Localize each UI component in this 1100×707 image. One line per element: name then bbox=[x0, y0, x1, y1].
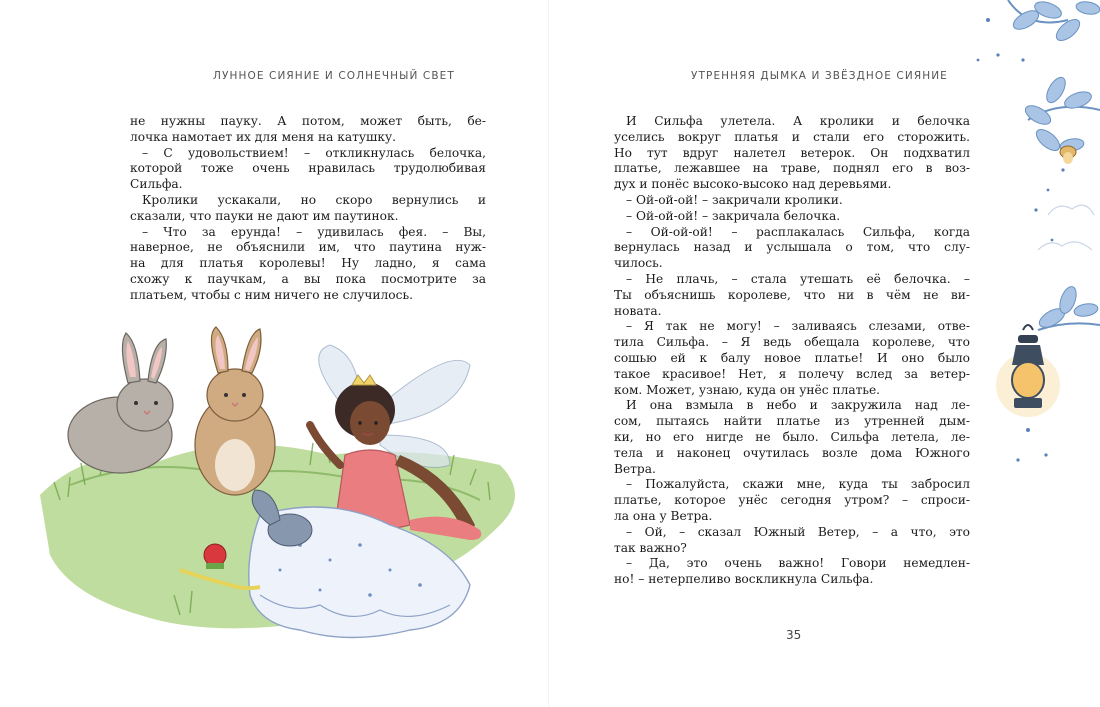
text-line: уселись вокруг платья и стали его сторожить. bbox=[614, 129, 970, 144]
tan-rabbit bbox=[195, 327, 275, 495]
leaves-lantern-decoration bbox=[968, 0, 1100, 480]
text-line: – Ой-ой-ой! – закричали кролики. bbox=[626, 192, 843, 207]
text-line: такое красивое! Нет, я полечу вслед за ветер- bbox=[614, 366, 970, 381]
text-line: – Ой, – сказал Южный Ветер, – а что, это bbox=[626, 524, 970, 539]
cloud-doodles bbox=[1038, 205, 1094, 250]
text-line: вернулась назад и услышала о том, что слу- bbox=[614, 240, 970, 255]
text-line: И она взмыла в небо и закружила над ле- bbox=[626, 398, 970, 413]
text-line: – Да, это очень важно! Говори немедлен- bbox=[626, 556, 970, 571]
text-line: наверное, не объяснили им, что паутина нуж- bbox=[130, 240, 486, 255]
text-line: тела и наконец очутилась возле дома Южного bbox=[614, 445, 970, 460]
text-line: но! – нетерпеливо воскликнула Сильфа. bbox=[614, 572, 874, 587]
text-line: сказали, что пауки не дают им паутинок. bbox=[130, 208, 399, 223]
text-line: ком. Может, узнаю, куда он унёс платье. bbox=[614, 382, 881, 397]
text-line: Ты объяснишь королеве, что ни в чём не ви- bbox=[614, 287, 970, 302]
text-line: – Ой-ой-ой! – закричала белочка. bbox=[626, 208, 841, 223]
text-line: – Я так не могу! – заливаясь слезами, отве- bbox=[626, 319, 970, 334]
text-line: Ветра. bbox=[614, 461, 656, 476]
text-line: не нужны пауку. А потом, может быть, бе- bbox=[130, 114, 486, 128]
text-line: Сильфа. bbox=[130, 177, 183, 192]
text-line: платье, которое унёс сегодня утром? – спроси- bbox=[614, 493, 970, 508]
text-line: сом, пытаясь найти платье из утренней дым- bbox=[614, 414, 970, 429]
text-line: которой тоже очень нравилась трудолюбивая bbox=[130, 161, 486, 176]
text-line: платье, лежавшее на траве, поднял его в воз- bbox=[614, 161, 970, 176]
text-line: на для платья королевы! Ну ладно, я сама bbox=[130, 256, 486, 271]
text-line: Но тут вдруг налетел ветерок. Он подхватил bbox=[614, 145, 970, 160]
text-line: – Ой-ой-ой! – расплакалась Сильфа, когда bbox=[626, 224, 970, 239]
text-line: так важно? bbox=[614, 540, 687, 555]
right-body-text bbox=[614, 114, 970, 588]
text-line: тила Сильфа. – Я ведь обещала королеве, что bbox=[614, 335, 970, 350]
text-line: Кролики ускакали, но скоро вернулись и bbox=[142, 192, 486, 207]
pincushion bbox=[204, 544, 226, 569]
text-line: – С удовольствием! – откликнулась белочка, bbox=[142, 145, 486, 160]
fairy-rabbits-illustration bbox=[30, 325, 550, 670]
left-body-text bbox=[130, 114, 486, 304]
text-line: лочка намотает их для меня на катушку. bbox=[130, 129, 397, 144]
left-page bbox=[0, 0, 548, 707]
text-line: дух и понёс высоко-высоко над деревьями. bbox=[614, 177, 892, 192]
text-line: И Сильфа улетела. А кролики и белочка bbox=[626, 114, 970, 128]
running-head-left: ЛУННОЕ СИЯНИЕ И СОЛНЕЧНЫЙ СВЕТ bbox=[213, 70, 455, 82]
text-line: ла она у Ветра. bbox=[614, 508, 713, 523]
text-line: чилось. bbox=[614, 256, 663, 271]
right-page bbox=[548, 0, 1100, 707]
text-line: – Не плачь, – стала утешать её белочка. – bbox=[626, 271, 970, 286]
gray-rabbit bbox=[68, 333, 173, 473]
running-head-right: УТРЕННЯЯ ДЫМКА И ЗВЁЗДНОЕ СИЯНИЕ bbox=[691, 70, 948, 82]
text-line: сошью ей к балу новое платье! И оно было bbox=[614, 350, 970, 365]
text-line: схожу к паучкам, а вы пока посмотрите за bbox=[130, 271, 486, 286]
lantern-icon bbox=[996, 325, 1060, 417]
text-line: новата. bbox=[614, 303, 662, 318]
text-line: ки, но его нигде не было. Сильфа летела, ле- bbox=[614, 429, 970, 444]
text-line: – Пожалуйста, скажи мне, куда ты забросил bbox=[626, 477, 970, 492]
text-line: платьем, чтобы с ним ничего не случилось. bbox=[130, 287, 413, 302]
acorn-icon bbox=[1060, 146, 1076, 164]
text-line: – Что за ерунда! – удивилась фея. – Вы, bbox=[142, 224, 486, 239]
page-number: 35 bbox=[786, 628, 802, 642]
